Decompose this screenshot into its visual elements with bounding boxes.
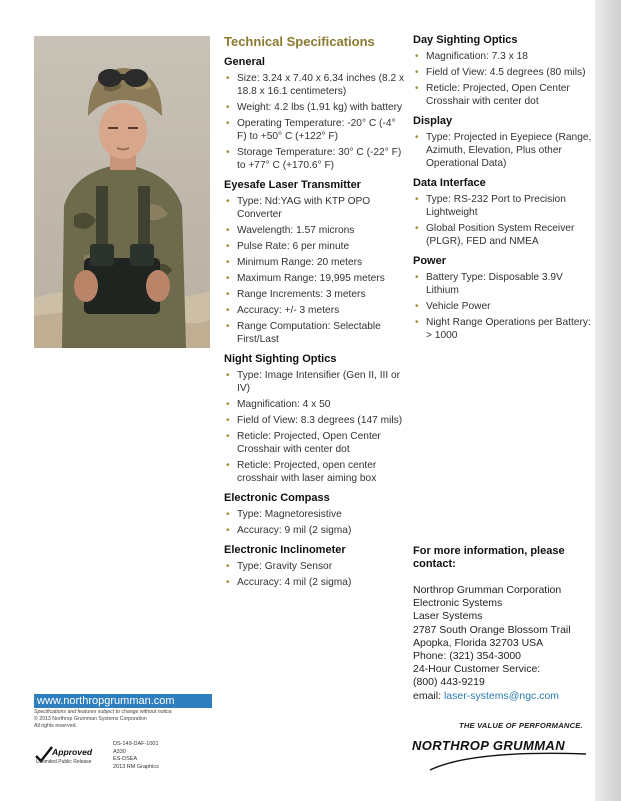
list-item: • Type: RS-232 Port to Precision Lightweight <box>413 193 593 219</box>
list-item: • Reticle: Projected, Open Center Crosshair with center dot <box>413 82 593 108</box>
list-item: • Type: Gravity Sensor <box>224 560 406 573</box>
spec-column-right <box>413 34 593 345</box>
list-item: • Storage Temperature: 30° C (-22° F) to +77° C (+170.6° F) <box>224 146 406 172</box>
inclinometer-list <box>224 560 406 589</box>
website-link[interactable]: www.northropgrumman.com <box>34 694 212 708</box>
list-item: • Type: Magnetoresistive <box>224 508 406 521</box>
contact-line: Laser Systems <box>413 610 483 623</box>
list-item: • Accuracy: +/- 3 meters <box>224 304 406 317</box>
list-item: • Range Computation: Selectable First/Last <box>224 320 406 346</box>
contact-phone: Phone: (321) 354-3000 <box>413 650 521 663</box>
logo-swoosh-icon <box>412 736 588 776</box>
logo-wordmark: NORTHROP GRUMMAN <box>412 738 566 753</box>
doc-code: A330 <box>113 748 126 755</box>
soldier-photo <box>34 36 210 348</box>
approved-stamp <box>34 745 114 773</box>
doc-code: ES-DSEA <box>113 756 138 763</box>
list-item: • Magnification: 4 x 50 <box>224 398 406 411</box>
list-item: • Type: Projected in Eyepiece (Range, Azimuth, Elevation, Plus other Operational Data) <box>413 131 593 170</box>
general-list <box>224 72 406 172</box>
list-item: • Field of View: 8.3 degrees (147 mils) <box>224 414 406 427</box>
list-item: • Weight: 4.2 lbs (1.91 kg) with battery <box>224 101 406 114</box>
list-item: • Accuracy: 9 mil (2 sigma) <box>224 524 406 537</box>
document-codes <box>113 741 159 771</box>
page-title: Technical Specifications <box>224 34 375 49</box>
list-item: • Range Increments: 3 meters <box>224 288 406 301</box>
list-item: • Maximum Range: 19,995 meters <box>224 272 406 285</box>
list-item: • Night Range Operations per Battery: > 1000 <box>413 316 593 342</box>
list-item: • Operating Temperature: -20° C (-4° F) to +50° C (+122° F) <box>224 117 406 143</box>
list-item: • Type: Nd:YAG with KTP OPO Converter <box>224 195 406 221</box>
company-logo <box>412 736 588 776</box>
list-item: • Magnification: 7.3 x 18 <box>413 50 593 63</box>
laser-list <box>224 195 406 346</box>
contact-line: 24-Hour Customer Service: <box>413 663 541 676</box>
list-item: • Wavelength: 1.57 microns <box>224 224 406 237</box>
list-item: • Pulse Rate: 6 per minute <box>224 240 406 253</box>
approved-sub-label: Unlimited Public Release <box>36 759 92 765</box>
section-heading-general: General <box>224 56 265 68</box>
day-optics-list <box>413 50 593 108</box>
copyright-text: © 2013 Northrop Grumman Systems Corporation <box>34 716 147 722</box>
doc-code: DS-149-DAF-1001 <box>113 741 159 747</box>
contact-line: Northrop Grumman Corporation <box>413 584 562 596</box>
contact-line: 2787 South Orange Blossom Trail <box>413 623 571 636</box>
contact-service-phone: (800) 443-9219 <box>413 676 485 689</box>
tagline: THE VALUE OF PERFORMANCE. <box>459 721 583 730</box>
contact-email-line <box>413 690 595 703</box>
section-heading-night-optics: Night Sighting Optics <box>224 353 337 365</box>
section-heading-data-interface: Data Interface <box>413 177 486 189</box>
list-item: • Field of View: 4.5 degrees (80 mils) <box>413 66 593 79</box>
list-item: • Vehicle Power <box>413 300 593 313</box>
night-optics-list <box>224 369 406 485</box>
contact-line: Apopka, Florida 32703 USA <box>413 636 544 649</box>
list-item: • Reticle: Projected, open center crosshair with laser aiming box <box>224 459 406 485</box>
list-item: • Reticle: Projected, Open Center Crosshair with center dot <box>224 430 406 456</box>
contact-heading: For more information, please contact: <box>413 545 565 570</box>
section-heading-day-optics: Day Sighting Optics <box>413 34 518 46</box>
list-item: • Minimum Range: 20 meters <box>224 256 406 269</box>
section-heading-power: Power <box>413 255 447 267</box>
page-edge-shadow <box>595 0 621 801</box>
section-heading-laser: Eyesafe Laser Transmitter <box>224 179 361 191</box>
compass-list <box>224 508 406 537</box>
section-heading-compass: Electronic Compass <box>224 492 330 504</box>
email-link[interactable]: laser-systems@ngc.com <box>443 689 560 702</box>
approved-label: Approved <box>52 747 93 757</box>
power-list <box>413 271 593 342</box>
section-heading-inclinometer: Electronic Inclinometer <box>224 544 346 556</box>
rights-text: All rights reserved. <box>34 723 77 729</box>
list-item: • Battery Type: Disposable 3.9V Lithium <box>413 271 593 297</box>
doc-code: 2013 RM Graphics <box>113 763 159 770</box>
contact-line: Electronic Systems <box>413 597 503 610</box>
list-item: • Type: Image Intensifier (Gen II, III or IV) <box>224 369 406 395</box>
contact-block <box>413 545 595 703</box>
display-list <box>413 131 593 170</box>
email-label: email: <box>413 689 444 702</box>
section-heading-display: Display <box>413 115 453 127</box>
list-item: • Accuracy: 4 mil (2 sigma) <box>224 576 406 589</box>
spec-column-left <box>224 34 406 592</box>
list-item: • Global Position System Receiver (PLGR), FED and NMEA <box>413 222 593 248</box>
list-item: • Size: 3.24 x 7.40 x 6.34 inches (8.2 x 18.8 x 16.1 centimeters) <box>224 72 406 98</box>
data-interface-list <box>413 193 593 248</box>
disclaimer-text: Specifications and features subject to change without notice. <box>34 709 173 715</box>
